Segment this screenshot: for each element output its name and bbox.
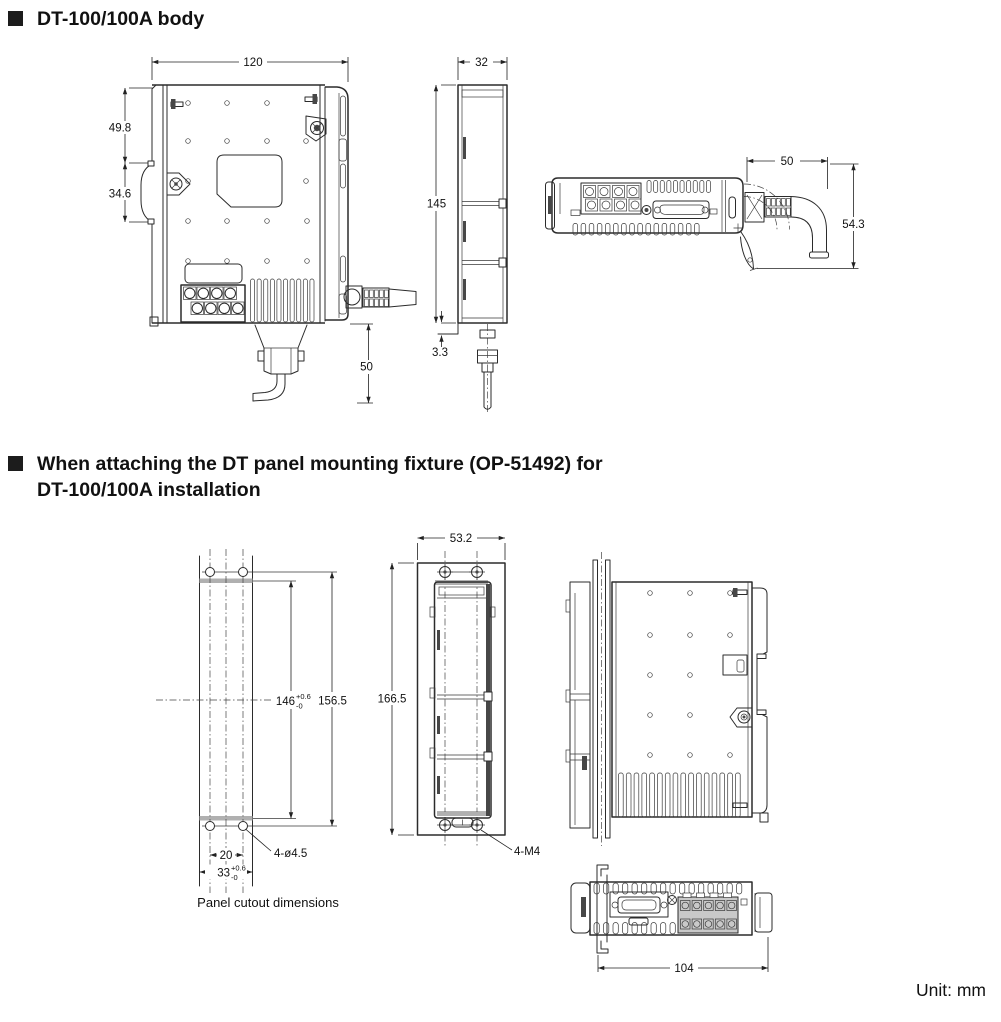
dim-body-height: 145 (426, 198, 447, 211)
terminal-block (181, 285, 245, 322)
hole-spec-label: 4-ø4.5 (274, 848, 308, 860)
screw-spec-label: 4-M4 (514, 846, 541, 858)
heatsink-fins (619, 773, 741, 817)
dim-pitch-v: 156.5 (318, 695, 347, 708)
dim-cutout-height: 146 (275, 696, 295, 708)
bottom-connector (253, 325, 307, 401)
view-fixture-front (375, 531, 541, 858)
dim-side-width: 32 (475, 57, 488, 69)
dsub-connector (610, 892, 668, 925)
heatsink-fins (251, 279, 315, 322)
dim-fixture-height: 166.5 (377, 693, 407, 706)
dim-din-lower: 34.6 (108, 188, 132, 201)
side-cable (344, 286, 416, 308)
unit-label: Unit: mm (916, 980, 986, 1000)
section1-title-text: DT-100/100A body (37, 8, 205, 30)
hole-grid (648, 591, 733, 758)
dim-top-proj: 50 (780, 156, 794, 168)
dim-cutout-height-tol-minus: -0 (296, 701, 303, 711)
view-body-side (423, 55, 507, 414)
mounting-bracket (597, 865, 608, 953)
bottom-connector-side (478, 324, 498, 414)
m4-screw-icon (437, 564, 485, 833)
dim-foot-height: 3.3 (432, 347, 448, 359)
dim-body-width: 120 (243, 57, 263, 69)
dim-din-upper: 49.8 (108, 122, 132, 135)
terminal-block (678, 893, 738, 933)
view-body-top (546, 155, 871, 271)
vent-slots (573, 181, 711, 236)
dim-pitch-h: 20 (219, 850, 233, 862)
dim-fixture-width: 53.2 (449, 533, 473, 545)
terminal-block-top (581, 183, 641, 214)
dim-top-height: 54.3 (842, 219, 865, 231)
dim-cutout-width-tol-plus: +0.6 (231, 863, 246, 873)
dim-cutout-width: 33 (217, 867, 230, 880)
view-fixture-top (571, 865, 772, 975)
view-body-back (103, 55, 416, 403)
view-fixture-side (566, 552, 768, 846)
hole-grid (186, 101, 310, 264)
panel-cutout-caption: Panel cutout dimensions (197, 895, 339, 910)
dim-mounted-depth: 104 (674, 963, 694, 975)
dsub-connector (653, 201, 709, 219)
cable-assembly (745, 193, 829, 259)
mount-clip (171, 94, 317, 109)
dim-cutout-width-tol-minus: -0 (231, 873, 238, 882)
screw-icon (730, 708, 752, 727)
dim-cable-length: 50 (360, 361, 373, 374)
view-panel-cutout (156, 549, 351, 910)
section2-title-text: When attaching the DT panel mounting fixture (OP-51492) for DT-100/100A installation (37, 453, 603, 501)
dim-cutout-height-tol-plus: +0.6 (296, 692, 311, 701)
